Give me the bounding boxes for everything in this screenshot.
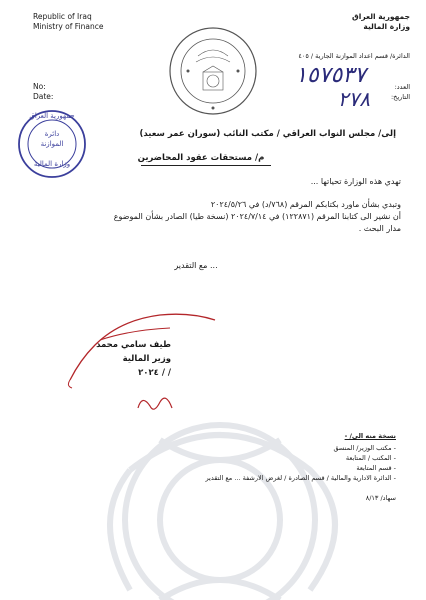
greeting: تهدي هذه الوزارة تحياتها ...: [310, 177, 401, 186]
body-line-2: أن نشير الى كتابنا المرقم (١٢٢٨٧١) في ٢٠٢٤/٧/١٤ (نسخة طيا) الصادر بشأن الموضوع: [113, 212, 401, 221]
en-number-label: No:: [33, 82, 46, 91]
ar-ministry: وزارة المالية: [363, 22, 410, 31]
stamp-line-4: وزارة المالية: [33, 160, 71, 168]
ministry-seal: [168, 26, 258, 116]
body-line-3: مدار البحث .: [358, 224, 401, 233]
copies-item-3: - قسم المتابعة: [356, 464, 396, 472]
ar-country: جمهورية العراق: [352, 12, 410, 21]
body-line-1: وتبدي بشأن ماورد بكتابكم المرقم (٧٦٨/د) في ٢٠٢٤/٥/٢٦: [210, 200, 401, 209]
en-country: Republic of Iraq: [33, 12, 92, 21]
subject-line: م/ مستحقات عقود المحاضرين: [137, 153, 265, 163]
en-ministry: Ministry of Finance: [33, 22, 104, 31]
stamp-line-2: دائرة: [44, 130, 60, 138]
document-reference: سهاد/ ٨/١٣: [365, 494, 396, 502]
handwritten-date: ٢٧٨: [337, 87, 370, 111]
stamp-line-3: الموازنة: [40, 140, 64, 148]
signer-name: طيف سامي محمد: [96, 340, 171, 350]
copies-item-4: - الدائرة الادارية والمالية / قسم الصادرة / لغرض الارشفة ... مع التقدير: [205, 474, 396, 482]
ar-number-label: العدد:: [394, 83, 410, 91]
copies-item-1: - مكتب الوزير/ المنسق: [333, 444, 396, 452]
stamp-line-1: جمهورية العراق: [29, 112, 75, 120]
handwritten-number: ١٥٧٥٣٧: [295, 63, 366, 88]
handwritten-annotation: [130, 388, 180, 418]
copies-item-2: - المكتب / المتابعة: [345, 454, 396, 462]
copies-heading: نسخة منه الى/ -: [344, 432, 396, 440]
en-date-label: Date:: [33, 92, 54, 101]
closing: ... مع التقدير: [174, 261, 218, 270]
subject-underline: [141, 165, 271, 166]
ar-date-label: التاريخ:: [390, 93, 410, 101]
signature-date: / / ٢٠٢٤: [138, 368, 171, 378]
recipient-line: إلى/ مجلس النواب العراقي / مكتب النائب (سوران عمر سعيد): [139, 129, 396, 139]
ar-department: الدائرة/ قسم اعداد الموازنة الجارية / ٤٠٥: [298, 52, 410, 60]
signer-title: وزير المالية: [122, 354, 171, 364]
